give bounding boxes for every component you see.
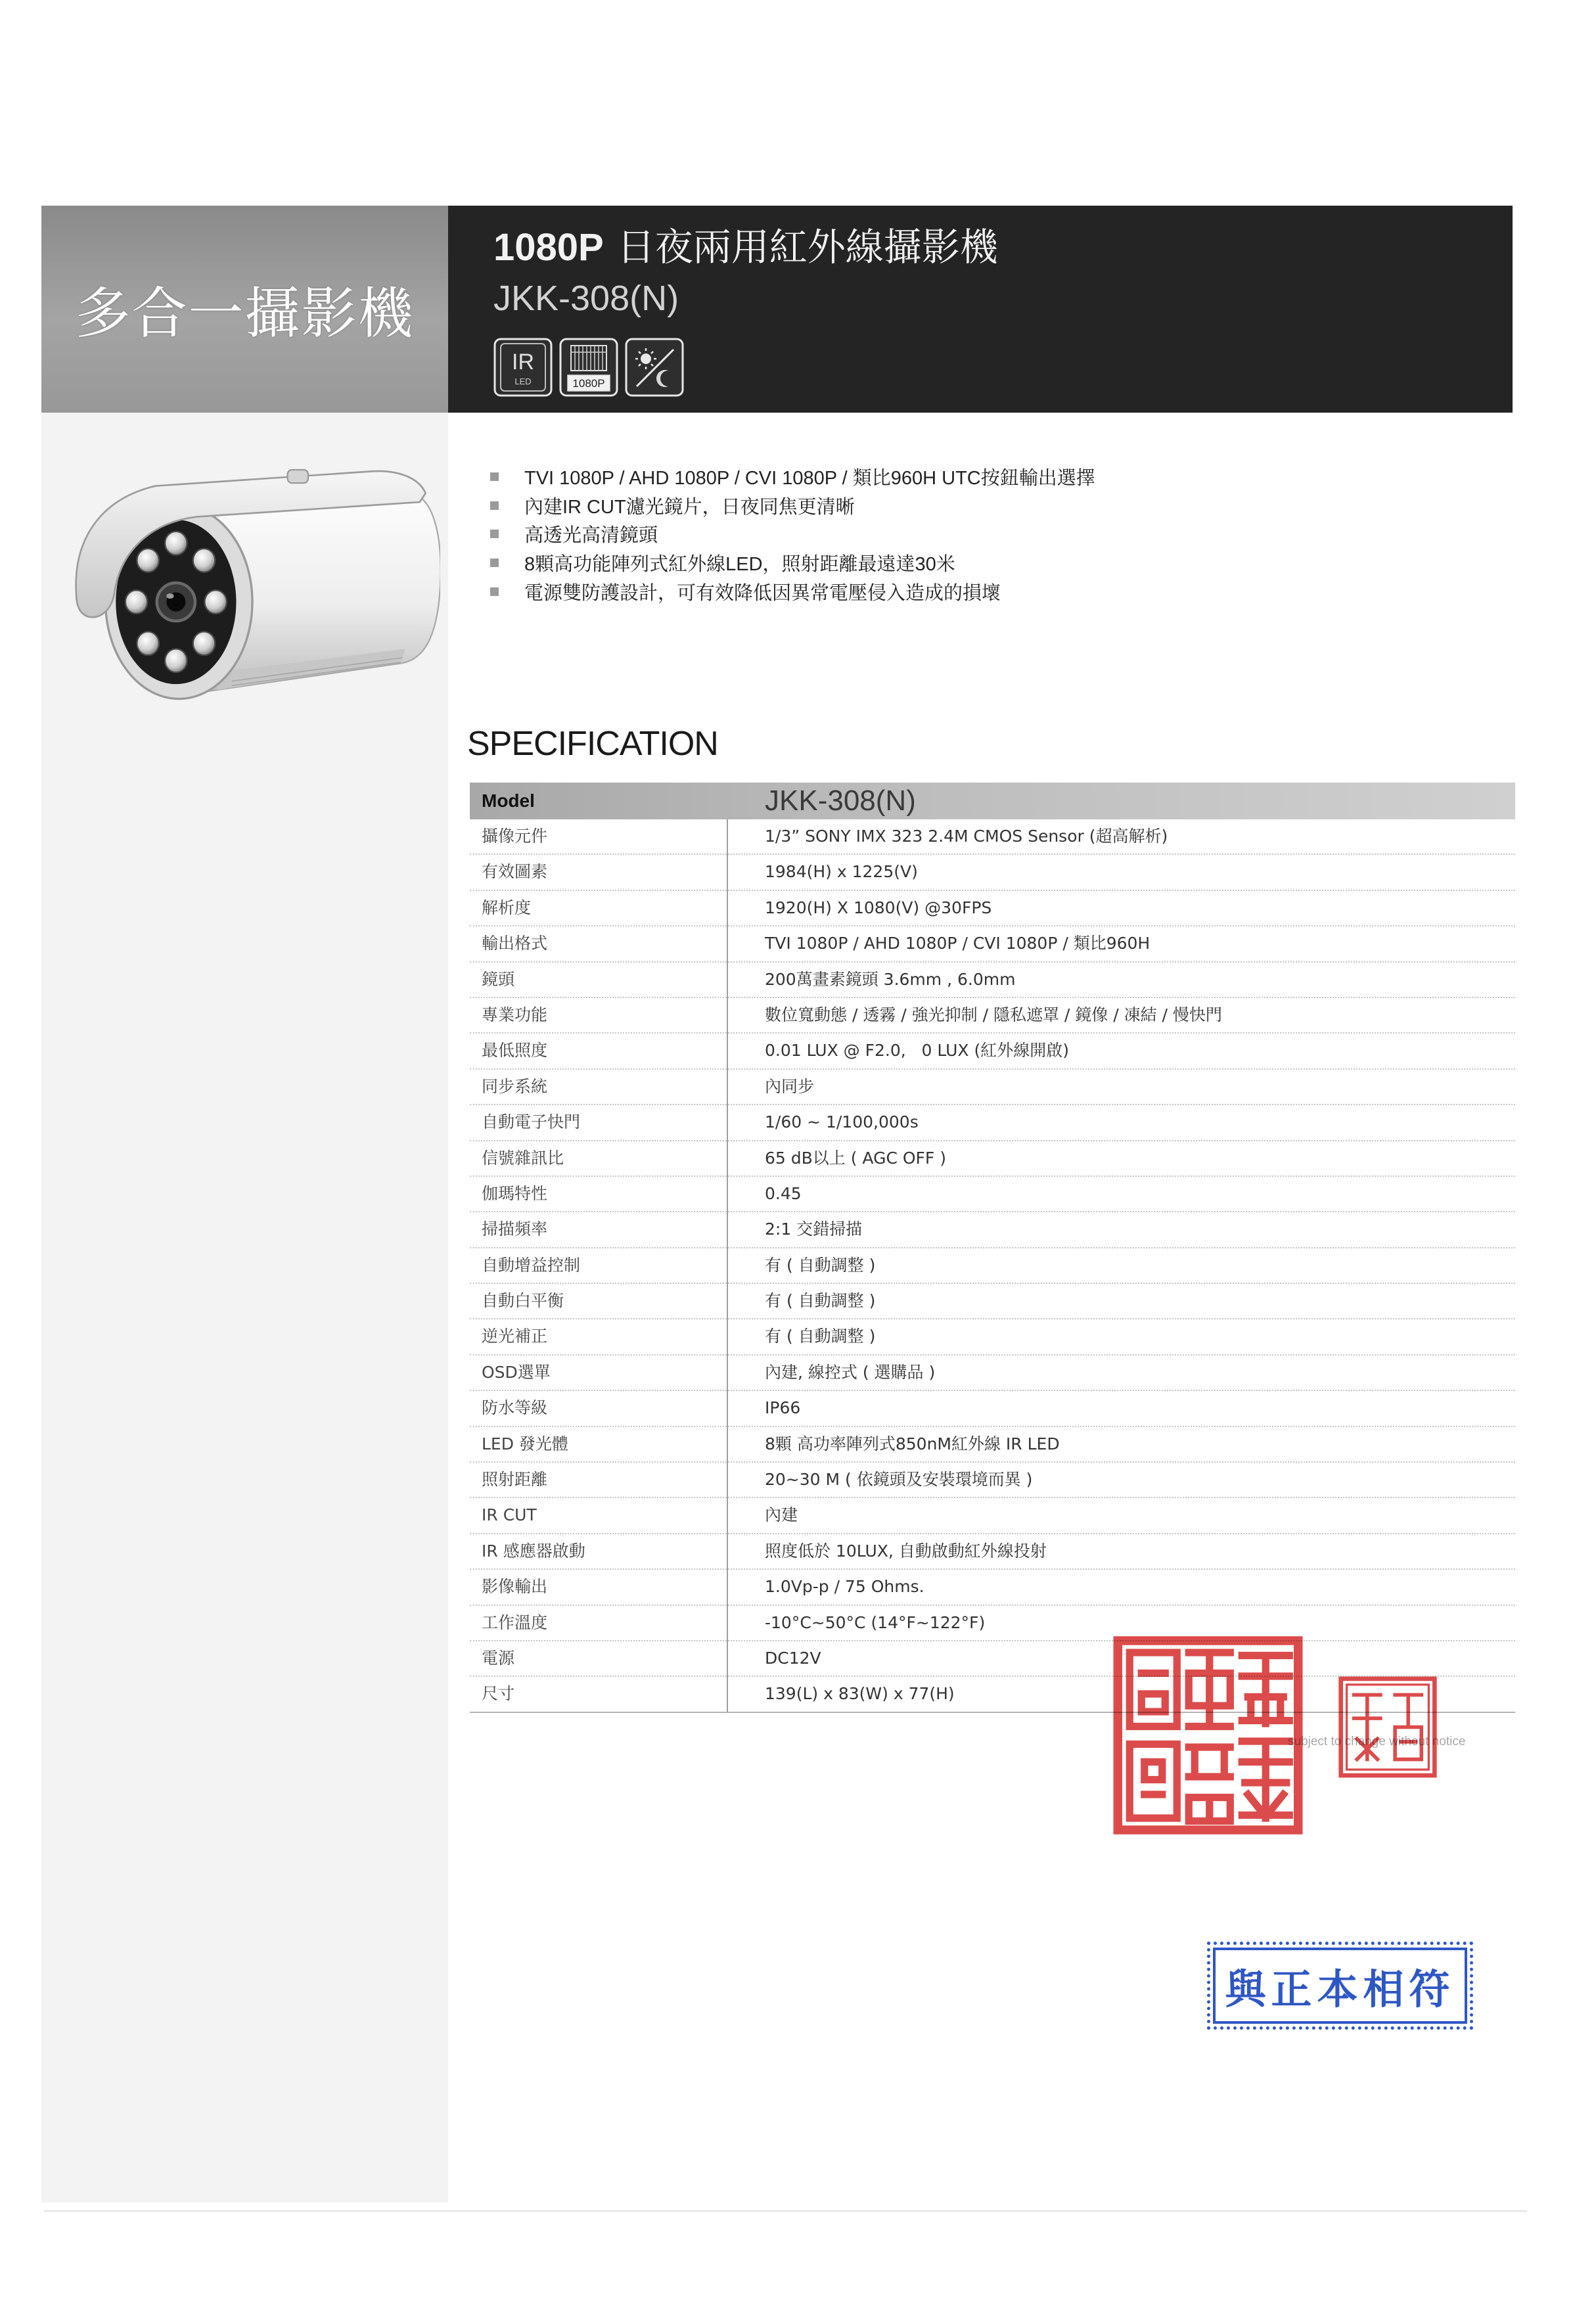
spec-value: 有 ( 自動調整 ) (765, 1291, 876, 1311)
spec-label: 掃描頻率 (482, 1220, 548, 1239)
spec-value: 0.45 (765, 1183, 802, 1203)
spec-header-row (470, 783, 1515, 819)
bullet-camera-icon (70, 467, 440, 705)
feature-list (490, 463, 1095, 606)
spec-value: 20~30 M ( 依鏡頭及安裝環境而異 ) (765, 1470, 1033, 1490)
table-row (470, 963, 1515, 998)
spec-value: 1984(H) x 1225(V) (765, 862, 918, 882)
feature-text: 高透光高清鏡頭 (524, 525, 658, 547)
product-model: JKK-308(N) (493, 279, 679, 318)
feature-text: 8顆高功能陣列式紅外線LED，照射距離最遠達30米 (524, 554, 955, 576)
table-row (470, 891, 1515, 926)
feature-item (490, 577, 1095, 606)
table-row (470, 1570, 1515, 1605)
spec-value: 1/3” SONY IMX 323 2.4M CMOS Sensor (超高解析) (765, 827, 1168, 846)
spec-label: OSD選單 (482, 1362, 551, 1382)
spec-value: 8顆 高功率陣列式850nM紅外線 IR LED (765, 1434, 1060, 1453)
feature-item (490, 463, 1095, 491)
category-banner (41, 206, 448, 413)
spec-value: 65 dB以上 ( AGC OFF ) (765, 1148, 947, 1168)
category-title: 多合一攝影機 (75, 283, 415, 344)
product-title (493, 225, 998, 271)
bullet-square-icon (490, 472, 499, 481)
spec-label: IR 感應器啟動 (482, 1541, 585, 1561)
table-row (470, 1212, 1515, 1248)
spec-label: 逆光補正 (482, 1327, 548, 1346)
table-row (470, 1463, 1515, 1498)
spec-label: 信號雜訊比 (482, 1148, 564, 1168)
bullet-square-icon (490, 530, 499, 538)
small-red-seal-icon (1336, 1674, 1439, 1780)
bullet-square-icon (490, 501, 499, 510)
spec-label: 影像輸出 (482, 1577, 548, 1597)
spec-label: 攝像元件 (482, 827, 548, 846)
spec-label: 尺寸 (482, 1684, 515, 1704)
spec-label: 專業功能 (482, 1005, 548, 1024)
spec-value: 照度低於 10LUX, 自動啟動紅外線投射 (765, 1541, 1047, 1561)
spec-value: 139(L) x 83(W) x 77(H) (765, 1684, 955, 1704)
spec-label: 同步系統 (482, 1076, 548, 1096)
spec-value: 1/60 ~ 1/100,000s (765, 1112, 919, 1132)
table-row (470, 819, 1515, 855)
feature-text: TVI 1080P / AHD 1080P / CVI 1080P / 類比960H UTC按鈕輸出選擇 (524, 468, 1095, 490)
bullet-square-icon (490, 587, 499, 596)
table-row (470, 1319, 1515, 1355)
resolution-label: 1080P (493, 226, 604, 269)
table-row (470, 998, 1515, 1034)
spec-value: 0.01 LUX @ F2.0, 0 LUX (紅外線開啟) (765, 1041, 1069, 1061)
spec-label: 伽瑪特性 (482, 1183, 548, 1203)
feature-item (490, 520, 1095, 549)
spec-value: 內建 (765, 1505, 798, 1525)
table-row (470, 1105, 1515, 1141)
spec-label: 防水等級 (482, 1398, 548, 1418)
spec-heading: SPECIFICATION (467, 725, 718, 763)
table-row (470, 1427, 1515, 1463)
table-row (470, 1070, 1515, 1105)
spec-value: 200萬畫素鏡頭 3.6mm , 6.0mm (765, 969, 1016, 989)
certified-text: 與正本相符 (1225, 1965, 1455, 2013)
spec-label: 鏡頭 (482, 969, 515, 989)
table-row (470, 1606, 1515, 1641)
spec-value: 有 ( 自動調整 ) (765, 1327, 876, 1346)
table-row (470, 855, 1515, 890)
table-row (470, 1641, 1515, 1677)
spec-label: 自動白平衡 (482, 1291, 564, 1311)
spec-value: 2:1 交錯掃描 (765, 1220, 863, 1239)
table-row (470, 1498, 1515, 1534)
spec-label: 照射距離 (482, 1470, 548, 1490)
change-notice: subject to change without notice (1288, 1735, 1466, 1748)
model-label: Model (482, 790, 535, 811)
feature-icons (493, 338, 684, 397)
1080p-icon (559, 338, 618, 397)
spec-label: IR CUT (482, 1505, 537, 1525)
feature-item (490, 549, 1095, 578)
table-row (470, 1284, 1515, 1319)
ir-led-icon (493, 338, 553, 397)
table-row (470, 1391, 1515, 1426)
spec-label: 輸出格式 (482, 934, 548, 953)
spec-label: 最低照度 (482, 1041, 548, 1061)
table-row (470, 1356, 1515, 1391)
table-row (470, 1141, 1515, 1177)
feature-item (490, 491, 1095, 520)
table-row (470, 1534, 1515, 1570)
spec-value: 1920(H) X 1080(V) @30FPS (765, 898, 992, 917)
spec-value: 內同步 (765, 1076, 815, 1096)
1080p-text: 1080P (572, 377, 605, 390)
spec-label: 解析度 (482, 898, 532, 917)
red-seal-icon (1112, 1635, 1304, 1836)
feature-text: 電源雙防護設計，可有效降低因異常電壓侵入造成的損壞 (524, 582, 1001, 604)
spec-label: 自動電子快門 (482, 1112, 581, 1132)
spec-label: 有效圖素 (482, 862, 548, 882)
spec-label: 工作溫度 (482, 1612, 548, 1632)
spec-label: 自動增益控制 (482, 1255, 581, 1275)
table-row (470, 926, 1515, 962)
spec-rows (470, 819, 1515, 1713)
table-row (470, 1177, 1515, 1212)
table-row (470, 1248, 1515, 1284)
spec-value: DC12V (765, 1648, 821, 1668)
day-night-icon (625, 338, 684, 397)
spec-value: IP66 (765, 1398, 801, 1418)
spec-value: TVI 1080P / AHD 1080P / CVI 1080P / 類比960H (765, 934, 1151, 953)
spec-value: -10°C~50°C (14°F~122°F) (765, 1612, 986, 1632)
table-row (470, 1034, 1515, 1069)
certified-stamp (1207, 1942, 1473, 2030)
ir-text: IR (512, 350, 534, 375)
spec-value: 數位寬動態 / 透霧 / 強光抑制 / 隱私遮罩 / 鏡像 / 凍結 / 慢快門 (765, 1005, 1222, 1024)
spec-value: 內建, 線控式 ( 選購品 ) (765, 1362, 936, 1382)
bullet-square-icon (490, 559, 499, 567)
led-text: LED (514, 377, 532, 386)
spec-value: 1.0Vp-p / 75 Ohms. (765, 1577, 924, 1597)
feature-text: 內建IR CUT濾光鏡片，日夜同焦更清晰 (524, 496, 855, 518)
spec-label: 電源 (482, 1648, 515, 1668)
spec-label: LED 發光體 (482, 1434, 568, 1453)
model-value: JKK-308(N) (765, 785, 916, 817)
spec-table (470, 783, 1515, 1713)
spec-value: 有 ( 自動調整 ) (765, 1255, 876, 1275)
bottom-divider (44, 2210, 1527, 2212)
product-name: 日夜兩用紅外線攝影機 (616, 226, 998, 269)
